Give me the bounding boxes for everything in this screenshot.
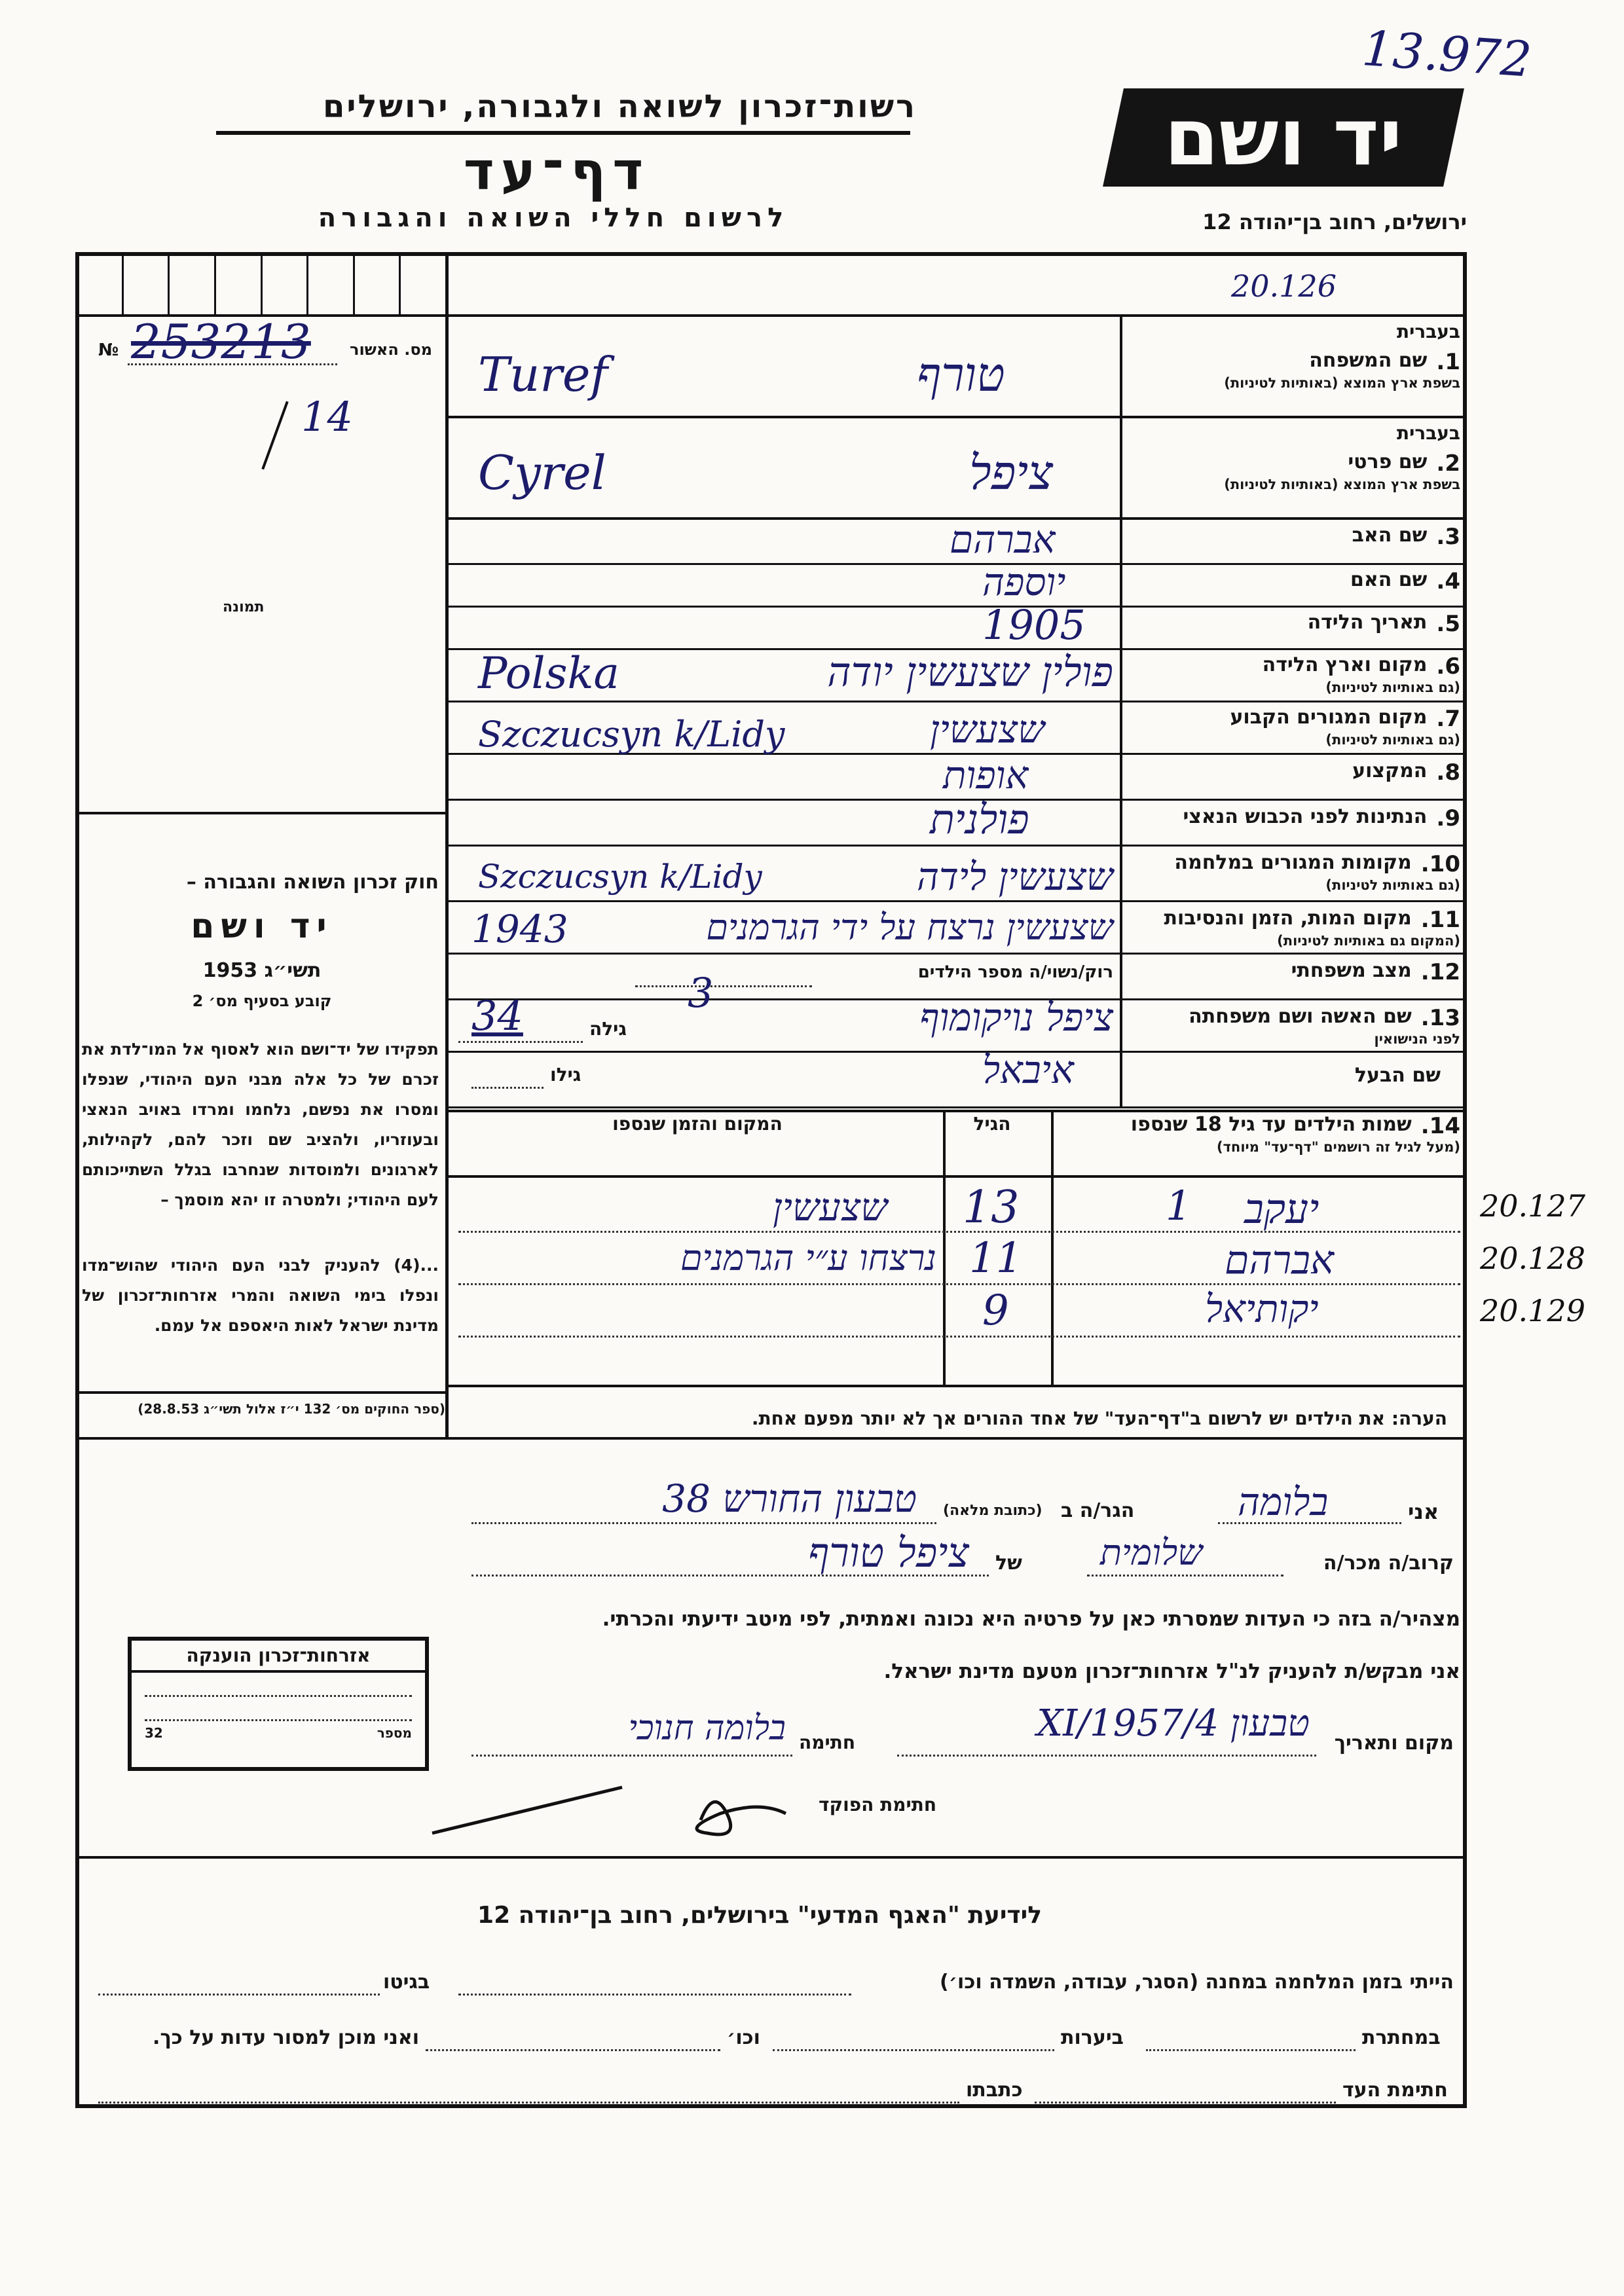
children-note: הערה: את הילדים יש לרשום ב"דף־העד" של אחד ההורים אך לא יותר מפעם אחת. bbox=[751, 1408, 1447, 1429]
field-13-num: 13. bbox=[1420, 1005, 1460, 1031]
child-1-age: 13 bbox=[963, 1182, 1020, 1233]
children-subtitle: (מעל לגיל זה רושמים "דף־עד" מיוחד) bbox=[1216, 1139, 1460, 1155]
declaration-text: מצהיר/ה בזה כי העדות שמסרתי כאן על פרטיה היא נכונה ואמתית, לפי מיטב ידיעתי והכרתי. bbox=[602, 1607, 1460, 1631]
field-10-hebrew: שצעשין לידה bbox=[916, 854, 1113, 899]
law-name: יד ושם bbox=[191, 907, 333, 946]
law-reference: (ספר החוקים מס׳ 132 י״ז אלול תשי״ג 28.8.53) bbox=[138, 1401, 445, 1417]
child-3-age: 9 bbox=[982, 1286, 1009, 1335]
field-9-num: 9. bbox=[1436, 805, 1460, 831]
address-label: (כתובת מלאה) bbox=[943, 1503, 1043, 1519]
officer-signature-scribble bbox=[426, 1761, 819, 1840]
field-7-sub: (גם באותיות לטיניות) bbox=[1325, 732, 1460, 748]
field-8-label: המקצוע bbox=[1352, 759, 1428, 782]
logo-text: יד ושם bbox=[1164, 92, 1403, 183]
field-1-label-block bbox=[1126, 321, 1460, 391]
field-10-num: 10. bbox=[1420, 851, 1460, 877]
citizenship-box bbox=[128, 1637, 429, 1771]
field-3-hebrew: אברהם bbox=[950, 517, 1056, 562]
officer-signature-label: חתימת הפוקד bbox=[819, 1794, 937, 1815]
relative-label: קרוב/ה מכר/ה bbox=[1323, 1552, 1454, 1575]
field-13-sub: לפני הנישואין bbox=[1374, 1031, 1460, 1047]
field-2-hebrew: ציפל bbox=[969, 445, 1054, 500]
child-1-place: שצעשין bbox=[773, 1185, 888, 1230]
field-6-latin: Polska bbox=[478, 648, 619, 699]
citizenship-box-title: אזרחות־זכרון הוענקה bbox=[186, 1645, 371, 1666]
field-13-label: שם האשה ושם משפחתה bbox=[1189, 1005, 1412, 1028]
science-line2-d: ואני מוכן למסור עדות על כך. bbox=[153, 2026, 419, 2049]
handwritten-record-number: 13.972 bbox=[1360, 20, 1534, 88]
record-number: 20.126 bbox=[1231, 268, 1337, 304]
field-10-sub: (גם באותיות לטיניות) bbox=[1325, 877, 1460, 893]
field-5-num: 5. bbox=[1436, 611, 1460, 637]
field-11-label: מקום המות, הזמן והנסיבות bbox=[1164, 907, 1412, 930]
field-2-latin: Cyrel bbox=[478, 445, 606, 500]
photo-label: תמונה bbox=[223, 599, 265, 615]
citizenship-box-no: מספר bbox=[377, 1725, 412, 1741]
field-7-label: מקום המגורים הקבוע bbox=[1230, 706, 1428, 729]
field-7-hebrew: שצעשין bbox=[930, 707, 1045, 752]
field-6-num: 6. bbox=[1436, 653, 1460, 680]
field-4-hebrew: יוספה bbox=[982, 560, 1066, 604]
field-7-num: 7. bbox=[1436, 706, 1460, 732]
office-address: ירושלים, רחוב בן־יהודה 12 bbox=[1202, 210, 1467, 234]
field-4-label: שם האם bbox=[1350, 568, 1428, 591]
science-line3-b: כתבתו bbox=[966, 2079, 1023, 2102]
field-8-hebrew: אופות bbox=[943, 753, 1029, 797]
children-count: 3 bbox=[688, 969, 714, 1017]
status-inline-label: רוק/נשוי/ה מספר הילדים bbox=[917, 962, 1113, 982]
child-2-age: 11 bbox=[969, 1234, 1023, 1283]
field-11-num: 11. bbox=[1420, 907, 1460, 933]
field-2-num: 2. bbox=[1436, 450, 1460, 477]
label-column-divider bbox=[1120, 314, 1122, 1106]
of-label: של bbox=[995, 1552, 1022, 1575]
approval-label: מס. האשור bbox=[350, 340, 432, 359]
ticket-boxes bbox=[77, 254, 445, 314]
field-11-hebrew: שצעשין נרצח על ידי הגרמנים bbox=[706, 907, 1113, 948]
approval-no-symbol: № bbox=[98, 340, 119, 360]
field-12-label: מצב משפחתי bbox=[1291, 959, 1412, 982]
child-2-ref: 20.128 bbox=[1480, 1241, 1585, 1276]
child-2-place: נרצחו ע״י הגרמנים bbox=[680, 1237, 936, 1279]
field-3-num: 3. bbox=[1436, 524, 1460, 550]
children-col-place: המקום והזמן שנספו bbox=[612, 1113, 783, 1135]
field-1-sub: בשפת ארץ המוצא (באותיות לטיניות) bbox=[1224, 375, 1460, 391]
approval-value: 253213 bbox=[131, 314, 311, 369]
science-line2-a: במחתרת bbox=[1362, 2026, 1441, 2049]
field-10-label: מקומות המגורים במלחמה bbox=[1174, 851, 1412, 874]
field-11-latin: 1943 bbox=[471, 907, 568, 951]
wife-age-label: גילה bbox=[589, 1018, 627, 1040]
child-3-ref: 20.129 bbox=[1480, 1293, 1585, 1328]
field-1-num: 1. bbox=[1436, 349, 1460, 375]
husband-label: שם הבעל bbox=[1354, 1064, 1441, 1087]
field-8-num: 8. bbox=[1436, 759, 1460, 786]
form-title: דף־עד bbox=[463, 141, 650, 202]
testimony-i-name: בלומה bbox=[1238, 1480, 1329, 1524]
science-line1-a: הייתי בזמן המלחמה במחנה (הסגר, עבודה, השמדה וכו׳) bbox=[940, 1971, 1454, 1994]
children-title: שמות הילדים עד גיל 18 שנספו bbox=[1130, 1113, 1412, 1136]
field-1-latin: Turef bbox=[478, 347, 608, 402]
law-text-1: תפקידו של יד־ושם הוא לאסוף אל המו־לדת את זכרם של כל אלה מבני העם היהודי, שנפלו ומסרו את נפשם, נלחמו ומרדו באויב הנאצי ובעוזריו, ולהציב שם וזכר להם, לקהילות, לארגונים ולמוסדות שנחרבו בגלל השתייכותם לעם היהודי; ולמטרה זו יהא מוסמך – bbox=[82, 1040, 439, 1209]
law-clause: קובע בסעיף מס׳ 2 bbox=[192, 992, 332, 1010]
science-line3-a: חתימת העד bbox=[1342, 2079, 1448, 2102]
field-6-label: מקום וארץ הלידה bbox=[1262, 653, 1428, 676]
child-3-name: יקותיאל bbox=[1205, 1286, 1319, 1331]
field-10-latin: Szczucsyn k/Lidy bbox=[478, 858, 762, 896]
husband-age-label: גילו bbox=[550, 1064, 581, 1085]
children-num: 14. bbox=[1420, 1113, 1460, 1139]
field-2-label: שם פרטי bbox=[1348, 450, 1428, 473]
child-1-ref: 20.127 bbox=[1480, 1188, 1585, 1224]
signature-label: חתימה bbox=[799, 1732, 856, 1753]
child-1-mark: 1 bbox=[1166, 1182, 1192, 1230]
relation-value: שלומית bbox=[1100, 1532, 1203, 1573]
field-7-latin: Szczucsyn k/Lidy bbox=[478, 714, 785, 755]
place-date-value: טבעון 4/XI/1957 bbox=[1037, 1702, 1310, 1745]
field-9-hebrew: פולנית bbox=[930, 795, 1029, 843]
science-line1-b: בגיטו bbox=[383, 1971, 430, 1994]
authority-line: רשות־זכרון לשואה ולגבורה, ירושלים bbox=[322, 88, 917, 125]
citizenship-box-x: 32 bbox=[145, 1725, 163, 1741]
approval-fraction: 14 bbox=[301, 393, 353, 441]
field-13-hebrew: ציפל נויקומוף bbox=[919, 995, 1113, 1040]
residing-label: הגר/ה ב bbox=[1061, 1499, 1135, 1522]
law-title: חוק זכרון השואה והגבורה – bbox=[186, 871, 439, 894]
field-3-label: שם האב bbox=[1352, 524, 1428, 547]
field-6-sub: (גם באותיות לטיניות) bbox=[1325, 680, 1460, 695]
field-6-hebrew: פולין שצעשין יודה bbox=[827, 648, 1113, 696]
child-1-name: יעקב bbox=[1244, 1185, 1320, 1233]
field-1-tag: בעברית bbox=[1396, 321, 1460, 342]
field-2-tag: בעברית bbox=[1396, 422, 1460, 444]
field-12-num: 12. bbox=[1420, 959, 1460, 985]
field-11-sub: (המקום גם באותיות לטיניות) bbox=[1277, 933, 1460, 949]
field-5-hebrew: 1905 bbox=[982, 601, 1086, 649]
of-name: ציפל טורף bbox=[808, 1529, 969, 1576]
field-4-num: 4. bbox=[1436, 568, 1460, 594]
law-year: תשי״ג 1953 bbox=[202, 959, 322, 982]
field-1-label: שם המשפחה bbox=[1309, 349, 1428, 372]
science-title: לידיעת "האגף המדעי" בירושלים, רחוב בן־יהודה 12 bbox=[477, 1902, 1042, 1929]
child-2-name: אברהם bbox=[1225, 1237, 1334, 1283]
signature-value: בלומה חנוכי bbox=[628, 1709, 786, 1748]
law-text-2: ...(4) להעניק לבני העם היהודי שהוש־מדו ונפלו בימי השואה והמרי אזרחות־זכרון של מדינת ישראל לאות היאספם אל עמם. bbox=[82, 1256, 439, 1335]
field-2-sub: בשפת ארץ המוצא (באותיות לטיניות) bbox=[1224, 477, 1460, 492]
place-date-label: מקום ותאריך bbox=[1334, 1732, 1454, 1755]
children-col-age: הגיל bbox=[973, 1113, 1011, 1135]
wife-age: 34 bbox=[471, 992, 523, 1040]
field-5-label: תאריך הלידה bbox=[1307, 611, 1428, 634]
form-subtitle: לרשום חללי השואה והגבורה bbox=[318, 203, 789, 233]
yad-vashem-logo bbox=[1103, 88, 1464, 187]
field-9-label: הנתינות לפני הכבוש הנאצי bbox=[1183, 805, 1428, 828]
science-line2-c: וכו׳ bbox=[727, 2026, 760, 2049]
husband-name: איבאל bbox=[982, 1048, 1074, 1092]
testimony-i-label: אני bbox=[1408, 1499, 1439, 1524]
address-value: טבעון החורש 38 bbox=[662, 1476, 917, 1521]
field-1-hebrew: טורף bbox=[917, 347, 1005, 402]
science-line2-b: ביערות bbox=[1061, 2026, 1124, 2049]
authority-underline bbox=[216, 131, 910, 135]
request-text: אני מבקש/ת להעניק לנ"ל אזרחות־זכרון מטעם מדינת ישראל. bbox=[883, 1660, 1460, 1683]
